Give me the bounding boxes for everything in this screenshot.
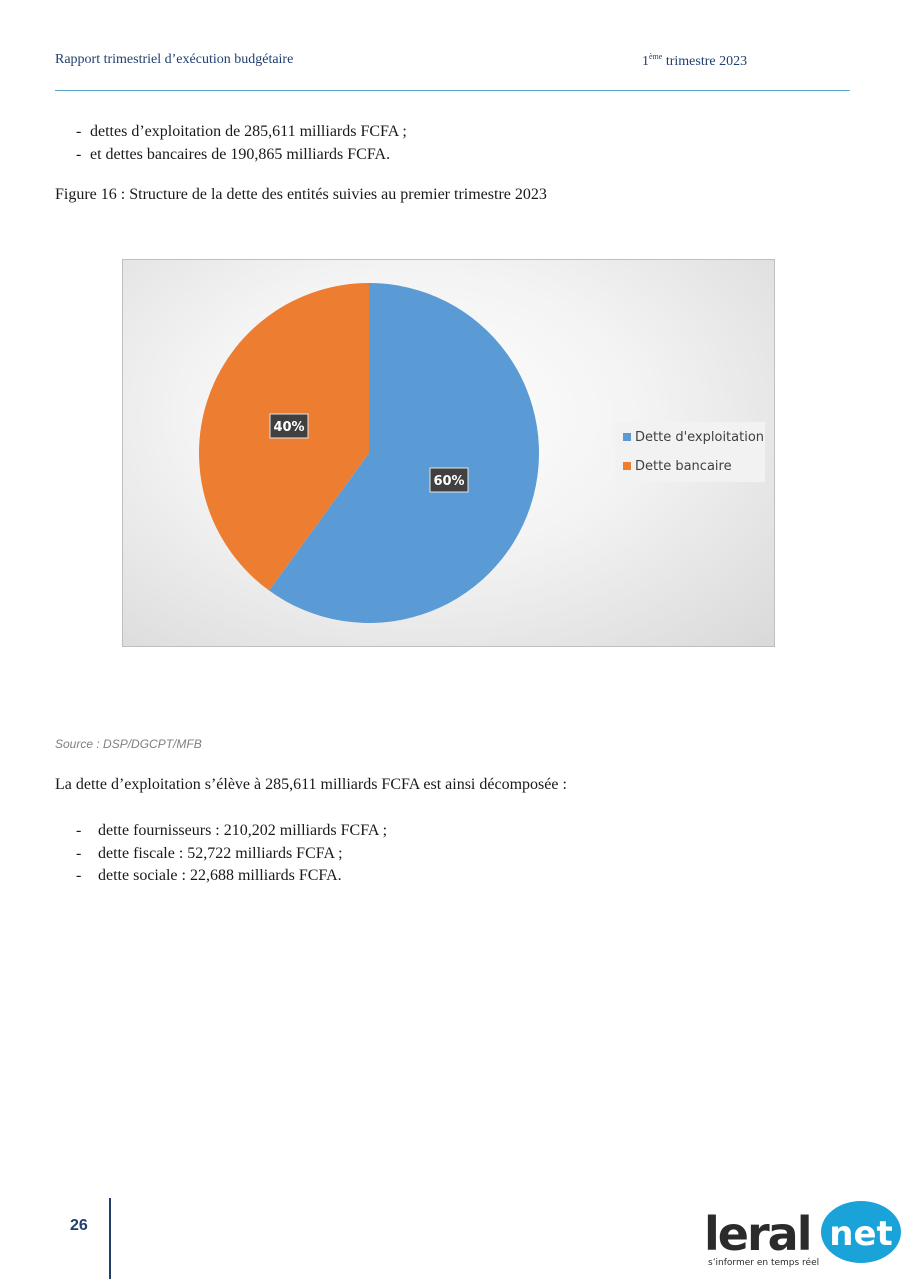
footer-divider bbox=[109, 1198, 111, 1279]
legend-item-exploitation bbox=[623, 430, 764, 445]
body-paragraph: La dette d’exploitation s’élève à 285,611 milliards FCFA est ainsi décomposée : bbox=[55, 776, 567, 793]
data-label-exploitation bbox=[430, 468, 468, 492]
data-label-text: 40% bbox=[273, 420, 305, 435]
list-item-text: et dettes bancaires de 190,865 milliards FCFA. bbox=[90, 146, 391, 163]
intro-bullet-list bbox=[76, 120, 407, 166]
detail-bullet-list bbox=[76, 820, 387, 888]
page-number: 26 bbox=[70, 1217, 88, 1234]
bullet-dash: - bbox=[76, 822, 82, 839]
legend-swatch bbox=[623, 433, 631, 441]
period-number: 1 bbox=[642, 54, 649, 69]
list-item-text: dette fiscale : 52,722 milliards FCFA ; bbox=[98, 844, 343, 862]
list-item bbox=[76, 120, 407, 143]
period-rest: trimestre 2023 bbox=[662, 54, 748, 69]
header-divider bbox=[55, 90, 850, 91]
bullet-dash: - bbox=[76, 146, 82, 163]
period-superscript: ème bbox=[649, 52, 663, 61]
leralnet-logo bbox=[700, 1198, 904, 1279]
source-note: Source : DSP/DGCPT/MFB bbox=[55, 737, 202, 751]
report-period bbox=[642, 52, 747, 70]
bullet-dash: - bbox=[76, 867, 82, 884]
logo-wordmark: leral bbox=[704, 1207, 811, 1261]
figure-caption: Figure 16 : Structure de la dette des entités suivies au premier trimestre 2023 bbox=[55, 186, 547, 203]
pie-chart bbox=[122, 259, 775, 647]
legend-item-bancaire bbox=[623, 459, 732, 474]
legend-label: Dette d'exploitation bbox=[635, 430, 765, 445]
list-item bbox=[76, 843, 387, 866]
logo-tagline: s’informer en temps réel bbox=[708, 1258, 820, 1268]
chart-legend bbox=[615, 422, 765, 482]
list-item bbox=[76, 143, 407, 166]
legend-label: Dette bancaire bbox=[635, 459, 732, 474]
logo-badge-word: net bbox=[829, 1214, 893, 1254]
list-item-text: dette sociale : 22,688 milliards FCFA. bbox=[98, 867, 342, 884]
report-title: Rapport trimestriel d’exécution budgétaire bbox=[55, 52, 294, 67]
list-item-text: dette fournisseurs : 210,202 milliards FCFA ; bbox=[98, 822, 388, 839]
list-item bbox=[76, 820, 387, 843]
legend-swatch bbox=[623, 462, 631, 470]
data-label-bancaire bbox=[270, 414, 308, 438]
list-item bbox=[76, 865, 387, 888]
bullet-dash: - bbox=[76, 123, 82, 140]
bullet-dash: - bbox=[76, 844, 82, 862]
list-item-text: dettes d’exploitation de 285,611 milliards FCFA ; bbox=[90, 123, 407, 140]
data-label-text: 60% bbox=[433, 474, 465, 489]
